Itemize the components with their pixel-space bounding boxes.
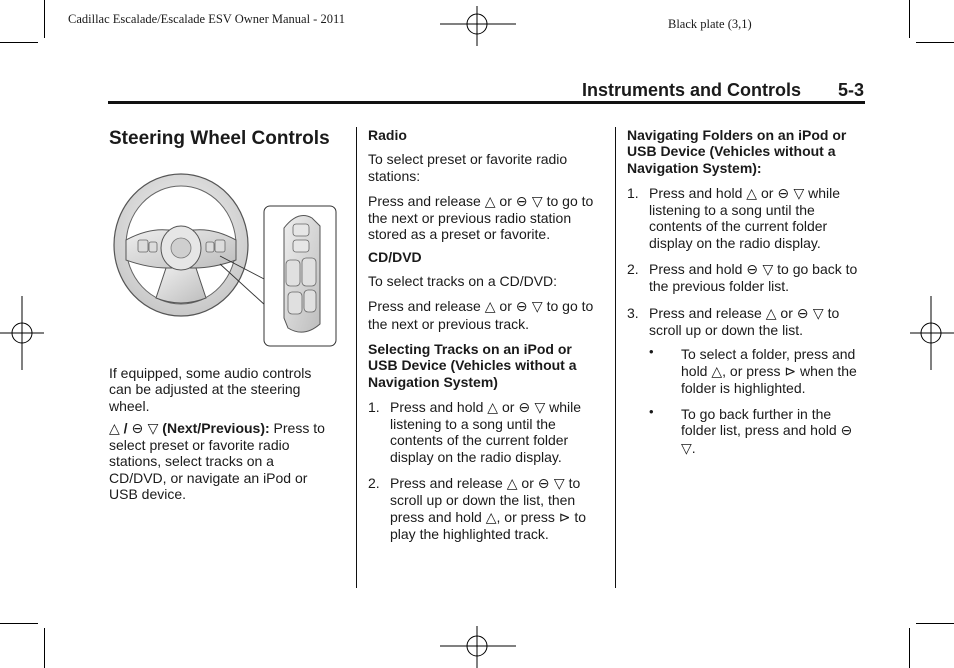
down-triangle-icon: ▽ (143, 420, 159, 437)
crop-mark (0, 623, 38, 624)
list-item: 3. Press and release △ or ⊖ ▽ to scroll up or down the list. (627, 304, 840, 338)
down-triangle-icon: ▽ (758, 262, 774, 279)
bullet-item: • To select a folder, press and hold △, or press ⊳ when the folder is highlighted. (649, 344, 857, 396)
next-triangle-icon: △ (711, 363, 723, 380)
cd-step: Press and release △ or ⊖ ▽ to go to the next or previous track. (368, 298, 594, 332)
next-previous-definition: △ / ⊖ ▽ (Next/Previous): Press to select preset or favorite radio stations, select tracks on a CD/DVD, or navigate an iPod or USB device. (109, 419, 325, 503)
running-header-left: Cadillac Escalade/Escalade ESV Owner Manual - 2011 (68, 12, 345, 26)
select-icon: ⊳ (558, 509, 571, 526)
down-triangle-icon: ▽ (527, 193, 543, 210)
running-header-right: Black plate (3,1) (668, 17, 752, 31)
down-triangle-icon: ▽ (549, 476, 565, 493)
term-label: (Next/Previous): (158, 419, 270, 436)
next-triangle-icon: △ (109, 420, 120, 437)
crop-mark (909, 628, 910, 668)
ipod-folders-heading: Navigating Folders on an iPod or USB Device (Vehicles without a Navigation System): (627, 127, 847, 176)
select-icon: ⊳ (784, 363, 797, 380)
down-triangle-icon: ▽ (530, 399, 546, 416)
crop-mark (44, 628, 45, 668)
intro-paragraph: If equipped, some audio controls can be adjusted at the steering wheel. (109, 365, 312, 414)
radio-step: Press and release △ or ⊖ ▽ to go to the next or previous radio station stored as a preset or favorite. (368, 192, 594, 243)
previous-icon: ⊖ (537, 476, 550, 493)
crop-mark (916, 623, 954, 624)
previous-icon: ⊖ (840, 423, 853, 440)
column-divider (356, 127, 357, 588)
radio-heading: Radio (368, 127, 407, 143)
steering-wheel-illustration (108, 168, 340, 352)
down-triangle-icon: ▽ (808, 305, 824, 322)
crop-mark (0, 42, 38, 43)
previous-icon: ⊖ (777, 185, 790, 202)
list-item: 1. Press and hold △ or ⊖ ▽ while listening to a song until the contents of the current folder display on the radio display. (627, 184, 841, 251)
list-item: 2. Press and hold ⊖ ▽ to go back to the previous folder list. (627, 261, 858, 295)
list-item: 2. Press and release △ or ⊖ ▽ to scroll up or down the list, then press and hold △, or press ⊳ to play the highlighted track. (368, 475, 587, 542)
page-number: 5-3 (838, 80, 865, 100)
radio-intro: To select preset or favorite radio stations: (368, 151, 568, 184)
section-title: Instruments and Controls (582, 80, 802, 100)
term-description: Press to select preset or favorite radio stations, select tracks on a CD/DVD, or navigate an iPod or USB device. (109, 419, 325, 503)
registration-mark-left (0, 296, 44, 370)
crop-mark (44, 0, 45, 38)
previous-icon: ⊖ (796, 305, 809, 322)
next-triangle-icon: △ (484, 299, 496, 316)
next-triangle-icon: △ (506, 476, 518, 493)
next-triangle-icon: △ (484, 193, 496, 210)
bullet-item: • To go back further in the folder list, press and hold ⊖ ▽. (649, 404, 853, 457)
column-divider (615, 127, 616, 588)
cd-heading: CD/DVD (368, 248, 422, 265)
next-triangle-icon: △ (765, 305, 777, 322)
previous-icon: ⊖ (518, 399, 531, 416)
next-triangle-icon: △ (746, 185, 758, 202)
down-triangle-icon: ▽ (789, 185, 805, 202)
crop-mark (916, 42, 954, 43)
previous-icon: ⊖ (515, 193, 528, 210)
crop-mark (909, 0, 910, 38)
down-triangle-icon: ▽ (527, 299, 543, 316)
next-triangle-icon: △ (485, 509, 497, 526)
previous-icon: ⊖ (746, 262, 759, 279)
down-triangle-icon: ▽ (681, 440, 692, 457)
cd-intro: To select tracks on a CD/DVD: (368, 273, 558, 290)
previous-icon: ⊖ (131, 420, 144, 437)
next-triangle-icon: △ (487, 399, 499, 416)
ipod-tracks-heading: Selecting Tracks on an iPod or USB Device (Vehicles without a Navigation System) (368, 340, 577, 390)
registration-mark-top (440, 6, 516, 46)
list-item: 1. Press and hold △ or ⊖ ▽ while listening to a song until the contents of the current folder display on the radio display. (368, 398, 582, 465)
header-rule (108, 101, 865, 104)
previous-icon: ⊖ (515, 299, 528, 316)
page-heading: Steering Wheel Controls (109, 128, 330, 149)
registration-mark-bottom (440, 626, 516, 668)
registration-mark-right (910, 296, 954, 370)
